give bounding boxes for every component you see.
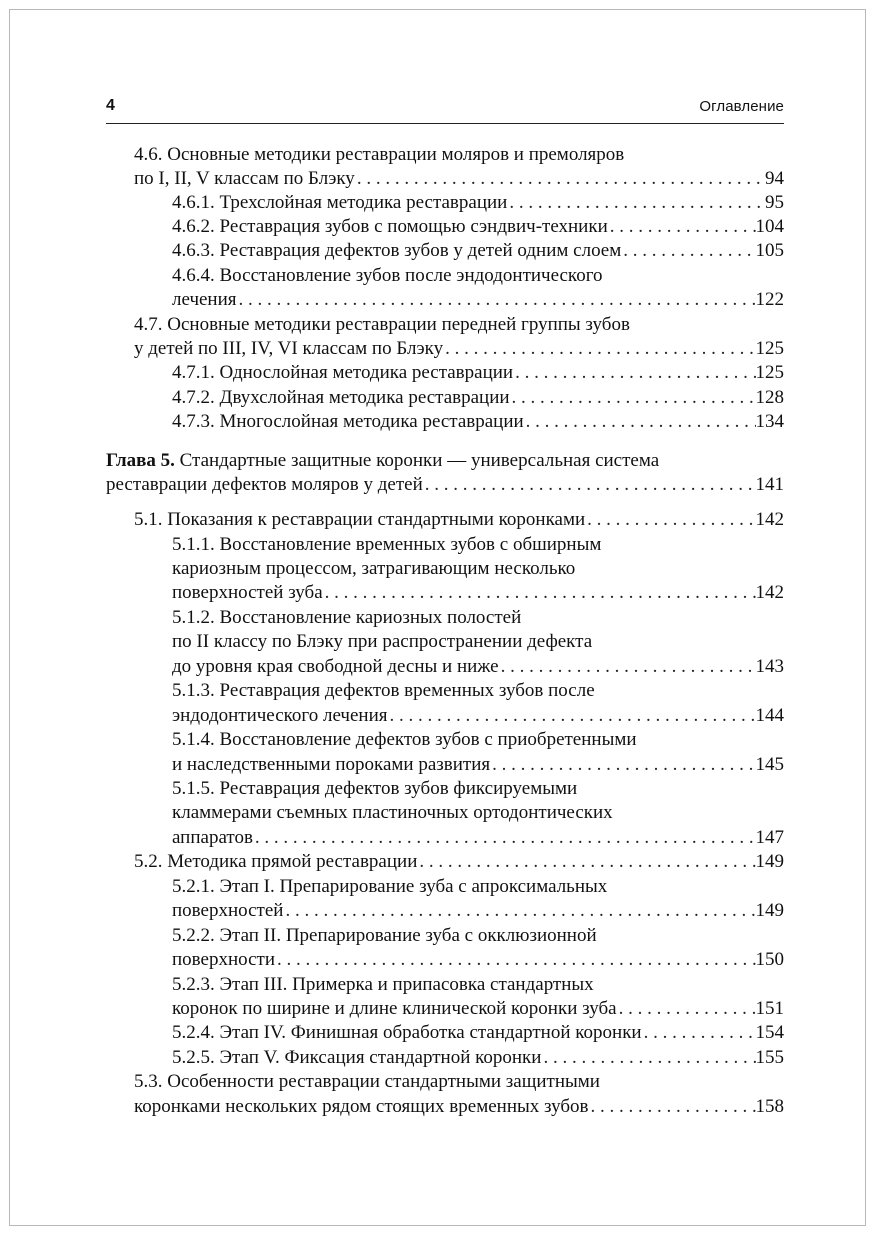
toc-text: 5.2.3. Этап III. Примерка и припасовка стандартных xyxy=(172,974,594,995)
toc-text: по II классу по Блэку при распространении дефекта xyxy=(172,631,593,652)
toc-entry[interactable] xyxy=(172,361,784,385)
toc-text: до уровня края свободной десны и ниже xyxy=(172,656,499,677)
toc-entry[interactable] xyxy=(134,850,784,874)
toc-page-number: 105 xyxy=(755,240,784,261)
toc-entry[interactable] xyxy=(172,753,784,777)
toc-entry[interactable] xyxy=(172,386,784,410)
toc-entry[interactable] xyxy=(172,215,784,239)
dot-leader xyxy=(490,753,755,777)
dot-leader xyxy=(355,167,765,191)
toc-text: поверхностей зуба xyxy=(172,582,323,603)
chapter-label xyxy=(106,449,659,473)
toc-line xyxy=(172,777,784,801)
toc-page-number: 151 xyxy=(755,998,784,1019)
dot-leader xyxy=(388,704,756,728)
toc-text: 5.1. Показания к реставрации стандартными коронками xyxy=(134,509,586,530)
toc-entry[interactable] xyxy=(172,899,784,923)
toc-page-number: 158 xyxy=(755,1096,784,1117)
toc-entry[interactable] xyxy=(172,288,784,312)
dot-leader xyxy=(621,239,755,263)
toc-entry[interactable] xyxy=(172,655,784,679)
toc-text: по I, II, V классам по Блэку xyxy=(134,168,355,189)
toc-line xyxy=(172,557,784,581)
toc-page-number: 94 xyxy=(765,168,784,189)
dot-leader xyxy=(507,191,765,215)
dot-leader xyxy=(283,899,755,923)
toc-line xyxy=(134,143,784,167)
toc-entry[interactable] xyxy=(134,508,784,532)
toc-page-number: 147 xyxy=(755,827,784,848)
dot-leader xyxy=(524,410,756,434)
toc-line xyxy=(172,606,784,630)
toc-line xyxy=(172,533,784,557)
toc-text: коронками нескольких рядом стоящих временных зубов xyxy=(134,1096,589,1117)
toc-page-number: 122 xyxy=(755,289,784,310)
dot-leader xyxy=(499,655,756,679)
toc-text: 5.1.4. Восстановление дефектов зубов с приобретенными xyxy=(172,729,637,750)
toc-entry[interactable] xyxy=(134,1095,784,1119)
toc-text: аппаратов xyxy=(172,827,253,848)
dot-leader xyxy=(513,361,755,385)
toc-entry[interactable] xyxy=(106,473,784,497)
toc-text: поверхности xyxy=(172,949,276,970)
toc-entry[interactable] xyxy=(172,997,784,1021)
toc-line xyxy=(172,264,784,288)
toc-text: 4.7.1. Однослойная методика реставрации xyxy=(172,362,514,383)
toc-text: 5.2.4. Этап IV. Финишная обработка стандартной коронки xyxy=(172,1022,642,1043)
toc-line xyxy=(172,679,784,703)
toc-page-number: 154 xyxy=(755,1022,784,1043)
toc-text: 4.6.2. Реставрация зубов с помощью сэндвич-техники xyxy=(172,216,608,237)
toc-page-number: 134 xyxy=(755,411,784,432)
toc-page-number: 125 xyxy=(755,338,784,359)
toc-text: кламмерами съемных пластиночных ортодонтических xyxy=(172,802,613,823)
toc-text: кариозным процессом, затрагивающим несколько xyxy=(172,558,576,579)
toc-entry[interactable] xyxy=(134,337,784,361)
dot-leader xyxy=(617,997,756,1021)
toc-page-number: 144 xyxy=(755,705,784,726)
toc-entry[interactable] xyxy=(172,948,784,972)
toc-page-number: 125 xyxy=(755,362,784,383)
toc-entry[interactable] xyxy=(172,826,784,850)
toc-page-number: 143 xyxy=(755,656,784,677)
running-header xyxy=(106,97,784,124)
toc-page-number: 150 xyxy=(755,949,784,970)
dot-leader xyxy=(237,288,756,312)
dot-leader xyxy=(585,508,755,532)
toc-text: 5.2.2. Этап II. Препарирование зуба с окклюзионной xyxy=(172,925,597,946)
toc-page-number: 142 xyxy=(755,509,784,530)
toc-text: 5.2.1. Этап I. Препарирование зуба с апроксимальных xyxy=(172,876,608,897)
toc-line xyxy=(134,1070,784,1094)
toc-line xyxy=(172,728,784,752)
dot-leader xyxy=(323,581,756,605)
toc-entry[interactable] xyxy=(172,1021,784,1045)
dot-leader xyxy=(510,386,756,410)
toc-line xyxy=(172,973,784,997)
toc-line xyxy=(172,801,784,825)
toc-text: эндодонтического лечения xyxy=(172,705,388,726)
toc-text: реставрации дефектов моляров у детей xyxy=(106,474,423,495)
toc-text: 4.6.3. Реставрация дефектов зубов у детей одним слоем xyxy=(172,240,622,261)
toc-text: коронок по ширине и длине клинической коронки зуба xyxy=(172,998,617,1019)
toc-text: 5.2. Методика прямой реставрации xyxy=(134,851,418,872)
toc-text: 5.3. Особенности реставрации стандартными защитными xyxy=(134,1071,600,1092)
chapter-number: Глава 5. xyxy=(106,450,175,471)
toc-page-number: 141 xyxy=(755,474,784,495)
toc-entry[interactable] xyxy=(134,167,784,191)
toc-line xyxy=(172,924,784,948)
toc-text: 4.6. Основные методики реставрации моляров и премоляров xyxy=(134,144,625,165)
dot-leader xyxy=(275,948,755,972)
toc-line xyxy=(172,630,784,654)
toc-text: 5.1.1. Восстановление временных зубов с обширным xyxy=(172,534,602,555)
toc-entry[interactable] xyxy=(172,1046,784,1070)
toc-page-number: 149 xyxy=(755,851,784,872)
toc-text: 5.1.2. Восстановление кариозных полостей xyxy=(172,607,522,628)
toc-line xyxy=(172,875,784,899)
toc-entry[interactable] xyxy=(172,239,784,263)
toc-entry[interactable] xyxy=(172,410,784,434)
dot-leader xyxy=(608,215,756,239)
dot-leader xyxy=(589,1095,756,1119)
toc-text: 5.2.5. Этап V. Фиксация стандартной коронки xyxy=(172,1047,542,1068)
toc-page-number: 145 xyxy=(755,754,784,775)
toc-text: поверхностей xyxy=(172,900,284,921)
toc-page-number: 95 xyxy=(765,192,784,213)
toc-entry[interactable] xyxy=(172,581,784,605)
chapter-title: Стандартные защитные коронки — универсальная система xyxy=(174,450,660,471)
toc-text: 4.7.3. Многослойная методика реставрации xyxy=(172,411,524,432)
section-title: Оглавление xyxy=(699,98,784,115)
dot-leader xyxy=(253,826,756,850)
toc-line xyxy=(134,313,784,337)
toc-text: и наследственными пороками развития xyxy=(172,754,491,775)
chapter-heading xyxy=(106,449,784,473)
dot-leader xyxy=(443,337,755,361)
dot-leader xyxy=(423,473,756,497)
toc-text: у детей по III, IV, VI классам по Блэку xyxy=(134,338,444,359)
toc-entry[interactable] xyxy=(172,704,784,728)
toc-page-number: 128 xyxy=(755,387,784,408)
toc-text: 4.6.4. Восстановление зубов после эндодонтического xyxy=(172,265,603,286)
toc-page-number: 149 xyxy=(755,900,784,921)
toc-text: лечения xyxy=(172,289,237,310)
toc-text: 5.1.3. Реставрация дефектов временных зубов после xyxy=(172,680,595,701)
dot-leader xyxy=(642,1021,756,1045)
toc-page-number: 155 xyxy=(755,1047,784,1068)
page-number: 4 xyxy=(106,97,115,114)
toc-page-number: 104 xyxy=(755,216,784,237)
toc-page-number: 142 xyxy=(755,582,784,603)
toc-text: 4.7.2. Двухслойная методика реставрации xyxy=(172,387,510,408)
toc-text: 5.1.5. Реставрация дефектов зубов фиксируемыми xyxy=(172,778,578,799)
dot-leader xyxy=(541,1046,755,1070)
toc-text: 4.6.1. Трехслойная методика реставрации xyxy=(172,192,508,213)
toc-entry[interactable] xyxy=(172,191,784,215)
toc-text: 4.7. Основные методики реставрации передней группы зубов xyxy=(134,314,630,335)
dot-leader xyxy=(417,850,755,874)
